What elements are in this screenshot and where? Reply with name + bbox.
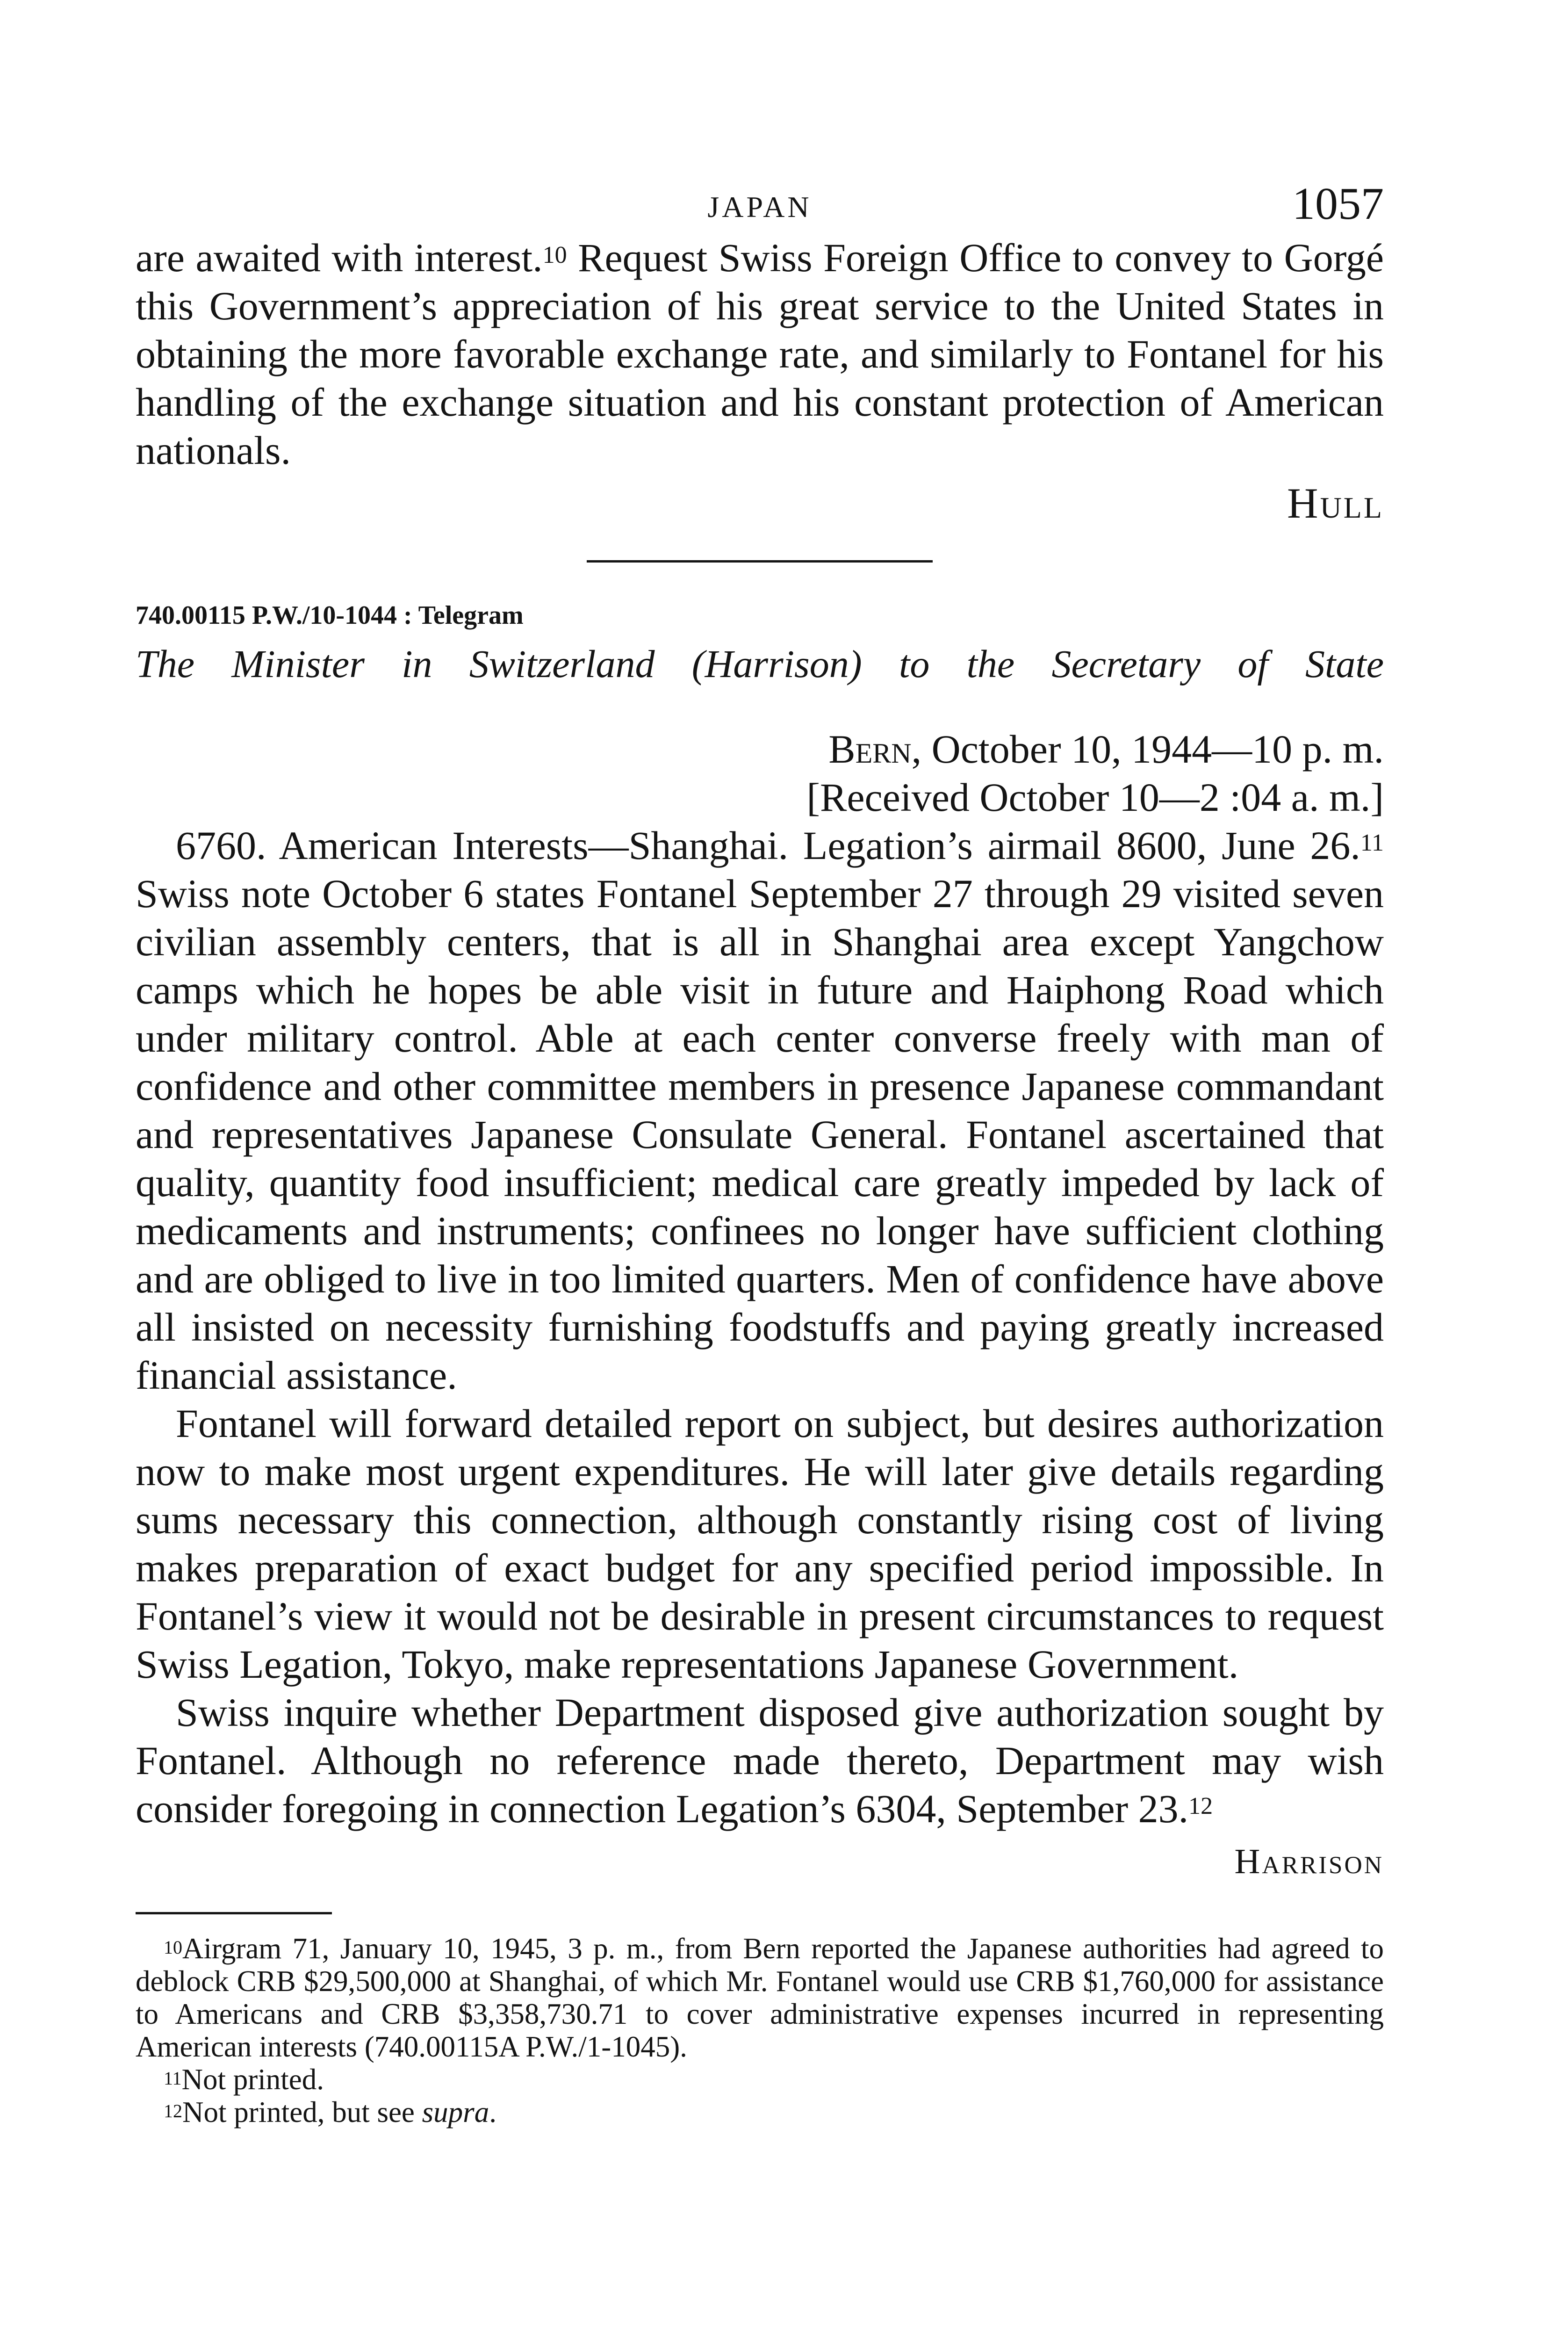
- footnote-ref-10: 10: [542, 242, 567, 268]
- para1-text-b: Swiss note October 6 states Fontanel September 27 through 29 visited seven civilian assembly centers, that is all in Shanghai area except Yangchow camps which he hopes be able visit in future and Haiphong Road which under military control. Able at each center converse freely with man of confidence and other committee members in presence Japanese commandant and representatives Japanese Consulate General. Fontanel ascertained that quality, quantity food insufficient; medical care greatly impeded by lack of medicaments and instruments; confinees no longer have sufficient clothing and are obliged to live in too limited quarters. Men of confidence have above all insisted on necessity furnishing foodstuffs and paying greatly increased financial assistance.: [136, 871, 1384, 1398]
- footnote-11-text: Not printed.: [181, 2063, 324, 2096]
- telegram-paragraph-3: [136, 1689, 1384, 1833]
- dateline-date: , October 10, 1944—10 p. m.: [911, 727, 1384, 772]
- para1-text-a: 6760. American Interests—Shanghai. Legation’s airmail 8600, June 26.: [176, 823, 1360, 868]
- footnote-12-supra: supra: [422, 2096, 489, 2129]
- telegram-paragraph-2: Fontanel will forward detailed report on subject, but desires authorization now to make most urgent expenditures. He will later give details regarding sums necessary this connection, although constantly rising cost of living makes preparation of exact budget for any specified period impossible. In Fontanel’s view it would not be desirable in present circumstances to request Swiss Legation, Tokyo, make representations Japanese Government.: [136, 1401, 1384, 1687]
- running-head: JAPAN: [707, 190, 812, 224]
- footnote-ref-12: 12: [1188, 1793, 1213, 1819]
- file-reference: 740.00115 P.W./10-1044 : Telegram: [136, 601, 524, 630]
- continuation-block: [136, 234, 1384, 527]
- footnote-ref-11: 11: [1360, 830, 1384, 856]
- continuation-text-b: Request Swiss Foreign Office to convey to Gorgé this Government’s appreciation of his great service to the United States in obtaining the more favorable exchange rate, and similarly to Fontanel for his handling of the exchange situation and his constant protection of American nationals.: [136, 235, 1384, 473]
- dateline-place: Bern: [828, 727, 912, 772]
- signature-harrison: Harrison: [1234, 1842, 1384, 1881]
- footnote-12-text-c: .: [489, 2096, 496, 2129]
- footnote-12-text-a: Not printed, but see: [182, 2096, 422, 2129]
- footnote-10-text: Airgram 71, January 10, 1945, 3 p. m., from Bern reported the Japanese authorities had agreed to deblock CRB $29,500,000 at Shanghai, of which Mr. Fontanel would use CRB $1,760,000 for assistance to Americans and CRB $3,358,730.71 to cover administrative expenses incurred in representing American interests (740.00115A P.W./1-1045).: [136, 1932, 1384, 2063]
- signature-hull: Hull: [1287, 479, 1384, 527]
- telegram-paragraph-1: [136, 822, 1384, 1400]
- footnote-divider: [136, 1912, 332, 1914]
- document-page: [136, 178, 1384, 2129]
- page-number: 1057: [1292, 179, 1384, 229]
- footnote-number-12: 12: [164, 2100, 182, 2122]
- document-title: The Minister in Switzerland (Harrison) to the Secretary of State: [136, 642, 1384, 686]
- dateline-sent: [136, 725, 1384, 773]
- footnote-number-10: 10: [164, 1937, 182, 1958]
- footnote-12: [136, 2096, 1384, 2129]
- dateline-received: [Received October 10—2 :04 a. m.]: [806, 775, 1384, 820]
- footnotes: [136, 1932, 1384, 2129]
- page-header: [136, 178, 1384, 234]
- continuation-text-a: are awaited with interest.: [136, 235, 543, 280]
- telegram-body: [136, 822, 1384, 1886]
- footnote-11: [136, 2063, 1384, 2096]
- continuation-paragraph: [136, 234, 1384, 475]
- dateline: [136, 725, 1384, 822]
- section-divider: [587, 560, 933, 563]
- footnote-10: [136, 1932, 1384, 2063]
- para3-text-a: Swiss inquire whether Department disposed give authorization sought by Fontanel. Although no reference made thereto, Department may wish consider foregoing in connection Legation’s 6304, September 23.: [136, 1690, 1384, 1831]
- footnote-number-11: 11: [164, 2068, 182, 2089]
